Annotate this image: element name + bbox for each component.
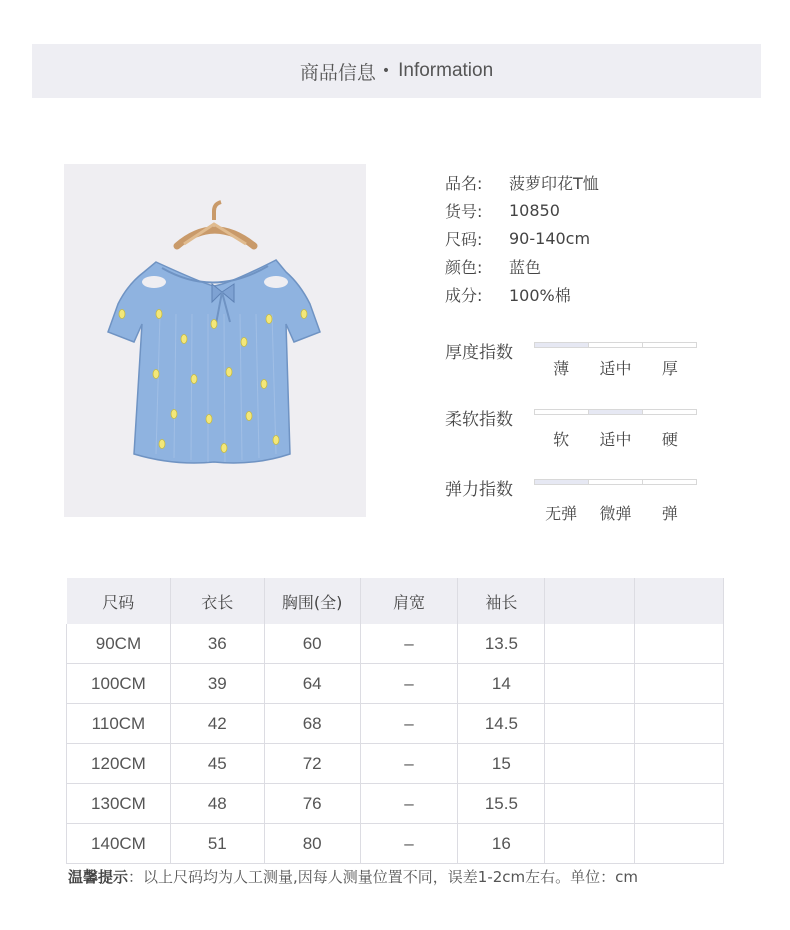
table-row xyxy=(67,744,724,784)
note-text: ：以上尺码均为人工测量,因每人测量位置不同，误差1-2cm左右。单位：cm xyxy=(128,868,639,886)
table-cell: 140CM xyxy=(67,824,171,864)
info-value: 90-140cm xyxy=(509,228,591,248)
table-cell xyxy=(635,664,724,704)
column-header: 尺码 xyxy=(67,578,171,624)
table-cell: – xyxy=(360,744,458,784)
table-cell xyxy=(635,784,724,824)
scale-segment xyxy=(589,409,643,415)
info-value: 蓝色 xyxy=(509,257,542,277)
table-cell: 45 xyxy=(170,744,264,784)
table-cell: – xyxy=(360,664,458,704)
table-cell xyxy=(635,824,724,864)
info-value: 100%棉 xyxy=(509,285,571,305)
table-cell: 100CM xyxy=(67,664,171,704)
hanger-icon xyxy=(177,202,254,246)
table-cell: 42 xyxy=(170,704,264,744)
table-cell: – xyxy=(360,704,458,744)
table-cell: – xyxy=(360,624,458,664)
table-cell: 48 xyxy=(170,784,264,824)
scale-segment xyxy=(589,342,643,348)
index-option: 适中 xyxy=(599,430,632,449)
column-header xyxy=(545,578,635,624)
table-cell: – xyxy=(360,824,458,864)
table-cell: 15.5 xyxy=(458,784,545,824)
index-option: 适中 xyxy=(599,359,632,378)
table-cell: 110CM xyxy=(67,704,171,744)
info-row-material xyxy=(445,280,599,308)
table-cell: 15 xyxy=(458,744,545,784)
table-row xyxy=(67,824,724,864)
size-table xyxy=(66,578,724,864)
index-scale xyxy=(534,479,697,484)
table-cell: 64 xyxy=(264,664,360,704)
index-option: 弹 xyxy=(661,504,678,523)
table-cell: 68 xyxy=(264,704,360,744)
shirt-body xyxy=(108,260,320,463)
section-title-en: Information xyxy=(398,60,494,81)
table-cell: 14 xyxy=(458,664,545,704)
column-header: 肩宽 xyxy=(360,578,458,624)
scale-segment xyxy=(643,479,697,485)
table-cell xyxy=(545,784,635,824)
index-option: 硬 xyxy=(661,430,678,449)
product-image xyxy=(64,164,366,517)
table-cell: 13.5 xyxy=(458,624,545,664)
column-header: 袖长 xyxy=(458,578,545,624)
scale-segment xyxy=(534,409,589,415)
index-scale xyxy=(534,342,697,347)
column-header xyxy=(635,578,724,624)
index-label: 厚度指数 xyxy=(445,343,513,363)
table-cell: 39 xyxy=(170,664,264,704)
table-cell xyxy=(635,744,724,784)
table-cell: 76 xyxy=(264,784,360,824)
table-cell: – xyxy=(360,784,458,824)
section-title-cn: 商品信息 xyxy=(299,61,376,84)
index-options xyxy=(534,356,697,379)
info-row-color xyxy=(445,252,599,280)
product-info xyxy=(445,168,599,308)
table-cell: 60 xyxy=(264,624,360,664)
scale-segment xyxy=(589,479,643,485)
index-options xyxy=(534,501,697,524)
column-header: 衣长 xyxy=(170,578,264,624)
table-row xyxy=(67,704,724,744)
table-cell: 14.5 xyxy=(458,704,545,744)
info-key: 成分: xyxy=(445,285,483,305)
info-row-size xyxy=(445,224,599,252)
size-note xyxy=(68,866,638,887)
index-option: 无弹 xyxy=(545,504,578,523)
info-row-sku xyxy=(445,196,599,224)
index-options xyxy=(534,427,697,450)
index-option: 微弹 xyxy=(599,504,632,523)
note-label: 温馨提示 xyxy=(68,868,129,886)
index-scale xyxy=(534,409,697,414)
index-option: 薄 xyxy=(553,359,570,378)
table-row xyxy=(67,784,724,824)
index-option: 厚 xyxy=(661,359,678,378)
info-value: 菠萝印花T恤 xyxy=(509,173,599,193)
table-header-row xyxy=(67,578,724,624)
column-header: 胸围(全) xyxy=(264,578,360,624)
info-value: 10850 xyxy=(509,200,560,220)
section-title-dot: • xyxy=(381,63,391,79)
index-label: 柔软指数 xyxy=(445,410,513,430)
table-cell: 80 xyxy=(264,824,360,864)
info-key: 品名: xyxy=(445,173,483,193)
table-cell xyxy=(635,624,724,664)
table-cell: 51 xyxy=(170,824,264,864)
table-row xyxy=(67,624,724,664)
table-cell: 16 xyxy=(458,824,545,864)
table-cell: 90CM xyxy=(67,624,171,664)
table-cell: 130CM xyxy=(67,784,171,824)
table-cell xyxy=(545,624,635,664)
table-cell: 120CM xyxy=(67,744,171,784)
table-cell: 36 xyxy=(170,624,264,664)
index-label: 弹力指数 xyxy=(445,480,513,500)
scale-segment xyxy=(534,479,589,485)
table-row xyxy=(67,664,724,704)
info-key: 颜色: xyxy=(445,257,483,277)
table-cell xyxy=(545,744,635,784)
info-key: 货号: xyxy=(445,201,483,221)
scale-segment xyxy=(643,409,697,415)
table-cell: 72 xyxy=(264,744,360,784)
table-cell xyxy=(635,704,724,744)
table-cell xyxy=(545,704,635,744)
info-key: 尺码: xyxy=(445,229,483,249)
table-cell xyxy=(545,664,635,704)
index-option: 软 xyxy=(553,430,570,449)
table-cell xyxy=(545,824,635,864)
shirt-illustration xyxy=(64,164,366,517)
scale-segment xyxy=(534,342,589,348)
info-row-name xyxy=(445,168,599,196)
scale-segment xyxy=(643,342,697,348)
section-header xyxy=(32,44,761,98)
